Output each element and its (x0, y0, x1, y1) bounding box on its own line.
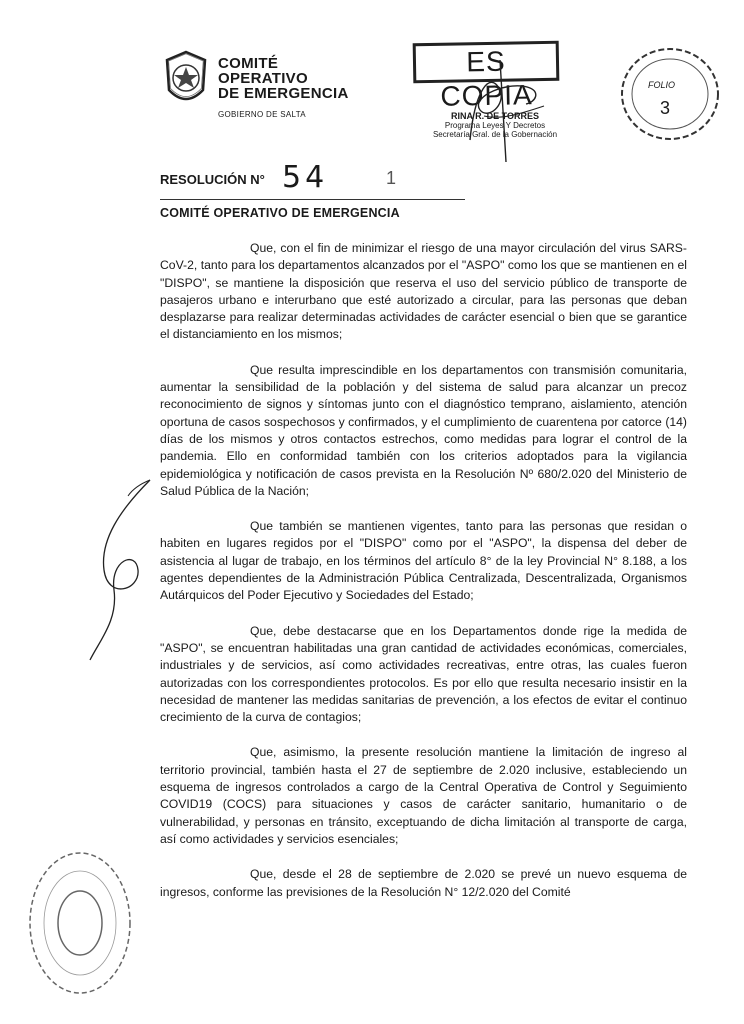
org-name-line: OPERATIVO (218, 70, 308, 87)
body-paragraph: Que, debe destacarse que en los Departamentos donde rige la medida de "ASPO", se encuentran habilitadas una gran cantidad de actividades económicas, comerciales, industriales y de servicios, así como actividades recreativas, entre otras, las cuales fueron autorizadas con los correspondientes protocolos. Es por ello que resulta necesario insistir en la necesidad de mantener las medidas sanitarias de prevención, a los efectos de evitar el continuo crecimiento de la curva de contagios; (160, 623, 687, 725)
body-paragraph: Que también se mantienen vigentes, tanto para las personas que residan o habiten en lugares regidos por el "DISPO" como por el "ASPO", la dispensa del deber de asistencia al lugar de trabajo, en los términos del artículo 8° de la ley Provincial N° 8.188, a los agentes dependientes de la Administración Pública Centralizada, Descentralizada, Organismos Autárquicos del Poder Ejecutivo y Sociedades del Estado; (160, 519, 687, 603)
organization-subtitle: GOBIERNO DE SALTA (218, 110, 306, 119)
body-paragraph: Que resulta imprescindible en los departamentos con transmisión comunitaria, aumentar la sensibilidad de la población y del sistema de salud para alcanzar un precoz reconocimiento de signos y síntomas junto con el diagnóstico temprano, aislamiento, atención oportuna de casos sospechosos y confirmados, y el cumplimiento de cuarentena por catorce (14) días de los mismos y otros contactos estrechos, como medidas para lograr el control de la pandemia. Ello en conformidad también con los criterios adoptados para la vigilancia epidemiológica y notificación de casos prevista en la Resolución Nº 680/2.020 del Ministerio de Salud Pública de la Nación; (160, 362, 687, 498)
government-seal-stamp (28, 848, 138, 998)
org-name-line: COMITÉ (218, 55, 279, 72)
folio-label: FOLIO (648, 80, 676, 90)
resolution-annotation: 1 (386, 168, 397, 188)
folio-number: 3 (660, 98, 671, 118)
org-name-line: DE EMERGENCIA (218, 85, 349, 102)
heading-divider (160, 199, 465, 200)
copy-stamp: ES COPIA (413, 41, 560, 84)
signer-block (420, 112, 570, 139)
handwritten-signature (440, 30, 560, 170)
signer-role: Secretaría Gral. de la Gobernación (432, 130, 558, 139)
resolution-label: RESOLUCIÓN N° (160, 172, 265, 187)
document-body (160, 240, 687, 919)
body-paragraph: Que, con el fin de minimizar el riesgo de una mayor circulación del virus SARS-CoV-2, tanto para los departamentos alcanzados por el "ASPO" como los que se mantienen en el "DISPO", se mantiene la disposición que reserva el uso del servicio público de transporte de pasajeros urbano e interurbano que esté autorizado a circular, para las personas que deban desplazarse para realizar determinadas actividades de carácter esencial o bien que se garantice el distanciamiento en los mismos; (160, 241, 687, 342)
signer-role: Programa Leyes Y Decretos (444, 121, 546, 130)
committee-emblem-icon (163, 50, 209, 110)
resolution-number: 54 (282, 160, 329, 195)
folio-seal-stamp (618, 44, 722, 144)
body-paragraph: Que, desde el 28 de septiembre de 2.020 se prevé un nuevo esquema de ingresos, conforme las previsiones de la Resolución N° 12/2.020 del Comité (160, 867, 687, 899)
organization-name (218, 56, 349, 101)
margin-signature-mark (80, 470, 170, 670)
body-paragraph: Que, asimismo, la presente resolución mantiene la limitación de ingreso al territorio provincial, también hasta el 27 de septiembre de 2.020 inclusive, estableciendo un esquema de ingresos controlados a cargo de la Central Operativa de Control y Seguimiento COVID19 (COCS) para situaciones y casos de carácter sanitario, humanitario o de vulnerabilidad, y personas en tránsito, exceptuando de dicha limitación al transporte de carga, así como actividades y servicios esenciales; (160, 745, 687, 846)
signer-name: RINA R. DE TORRES (450, 111, 539, 121)
committee-title: COMITÉ OPERATIVO DE EMERGENCIA (160, 206, 400, 220)
